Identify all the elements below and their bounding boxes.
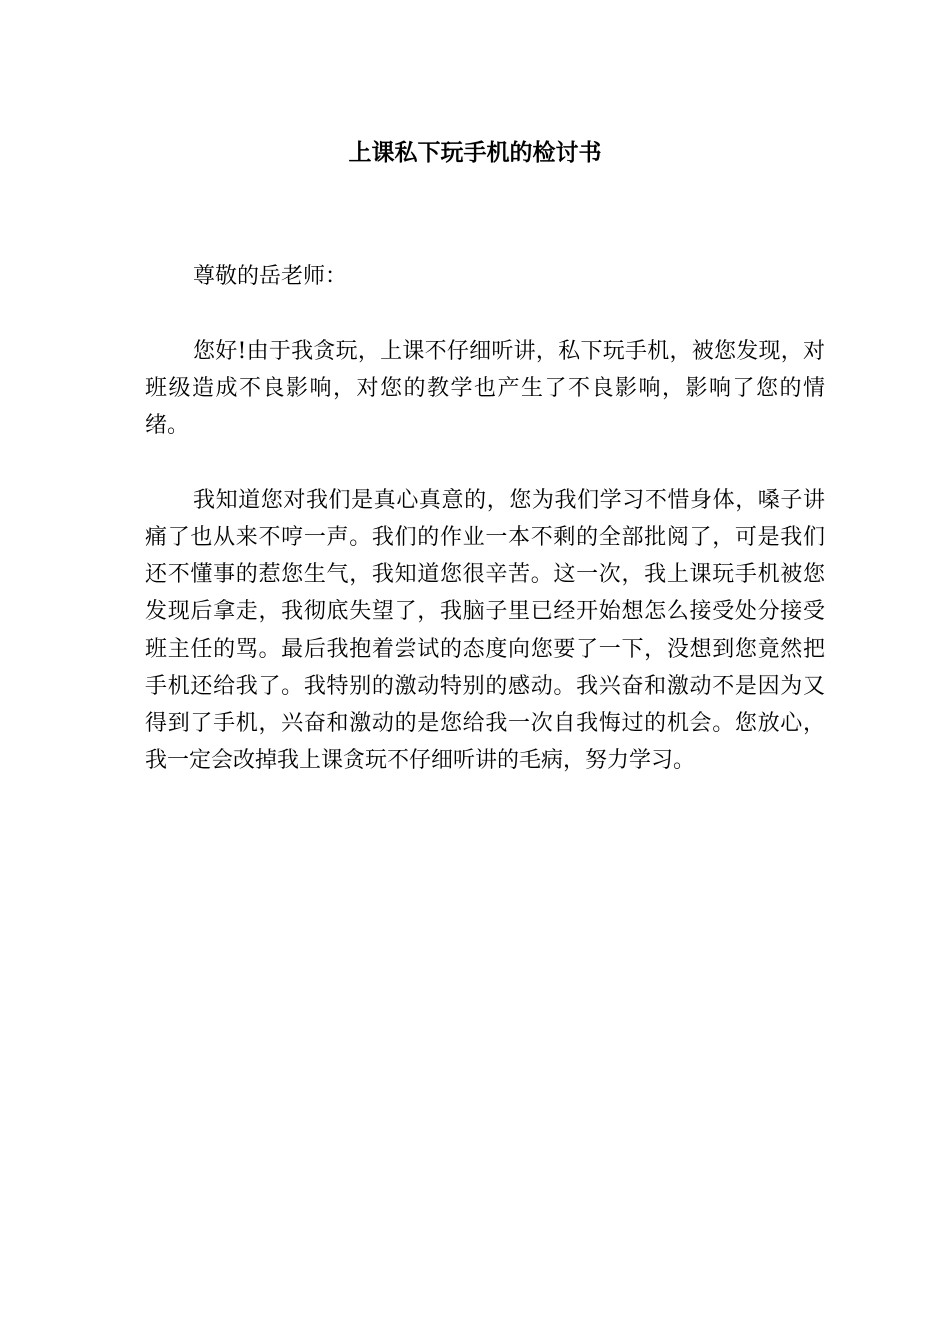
salutation: 尊敬的岳老师： (193, 264, 348, 289)
document-body (145, 258, 825, 780)
paragraph-1: 您好!由于我贪玩，上课不仔细听讲，私下玩手机，被您发现，对班级造成不良影响，对您的教学也产生了不良影响，影响了您的情绪。 (145, 338, 825, 438)
paragraph-2: 我知道您对我们是真心真意的，您为我们学习不惜身体，嗓子讲痛了也从来不哼一声。我们的作业一本不剩的全部批阅了，可是我们还不懂事的惹您生气，我知道您很辛苦。这一次，我上课玩手机被您发现后拿走，我彻底失望了，我脑子里已经开始想怎么接受处分接受班主任的骂。最后我抱着尝试的态度向您要了一下，没想到您竟然把手机还给我了。我特别的激动特别的感动。我兴奋和激动不是因为又得到了手机，兴奋和激动的是您给我一次自我悔过的机会。您放心，我一定会改掉我上课贪玩不仔细听讲的毛病，努力学习。 (145, 487, 825, 774)
document-title: 上课私下玩手机的检讨书 (348, 139, 602, 166)
